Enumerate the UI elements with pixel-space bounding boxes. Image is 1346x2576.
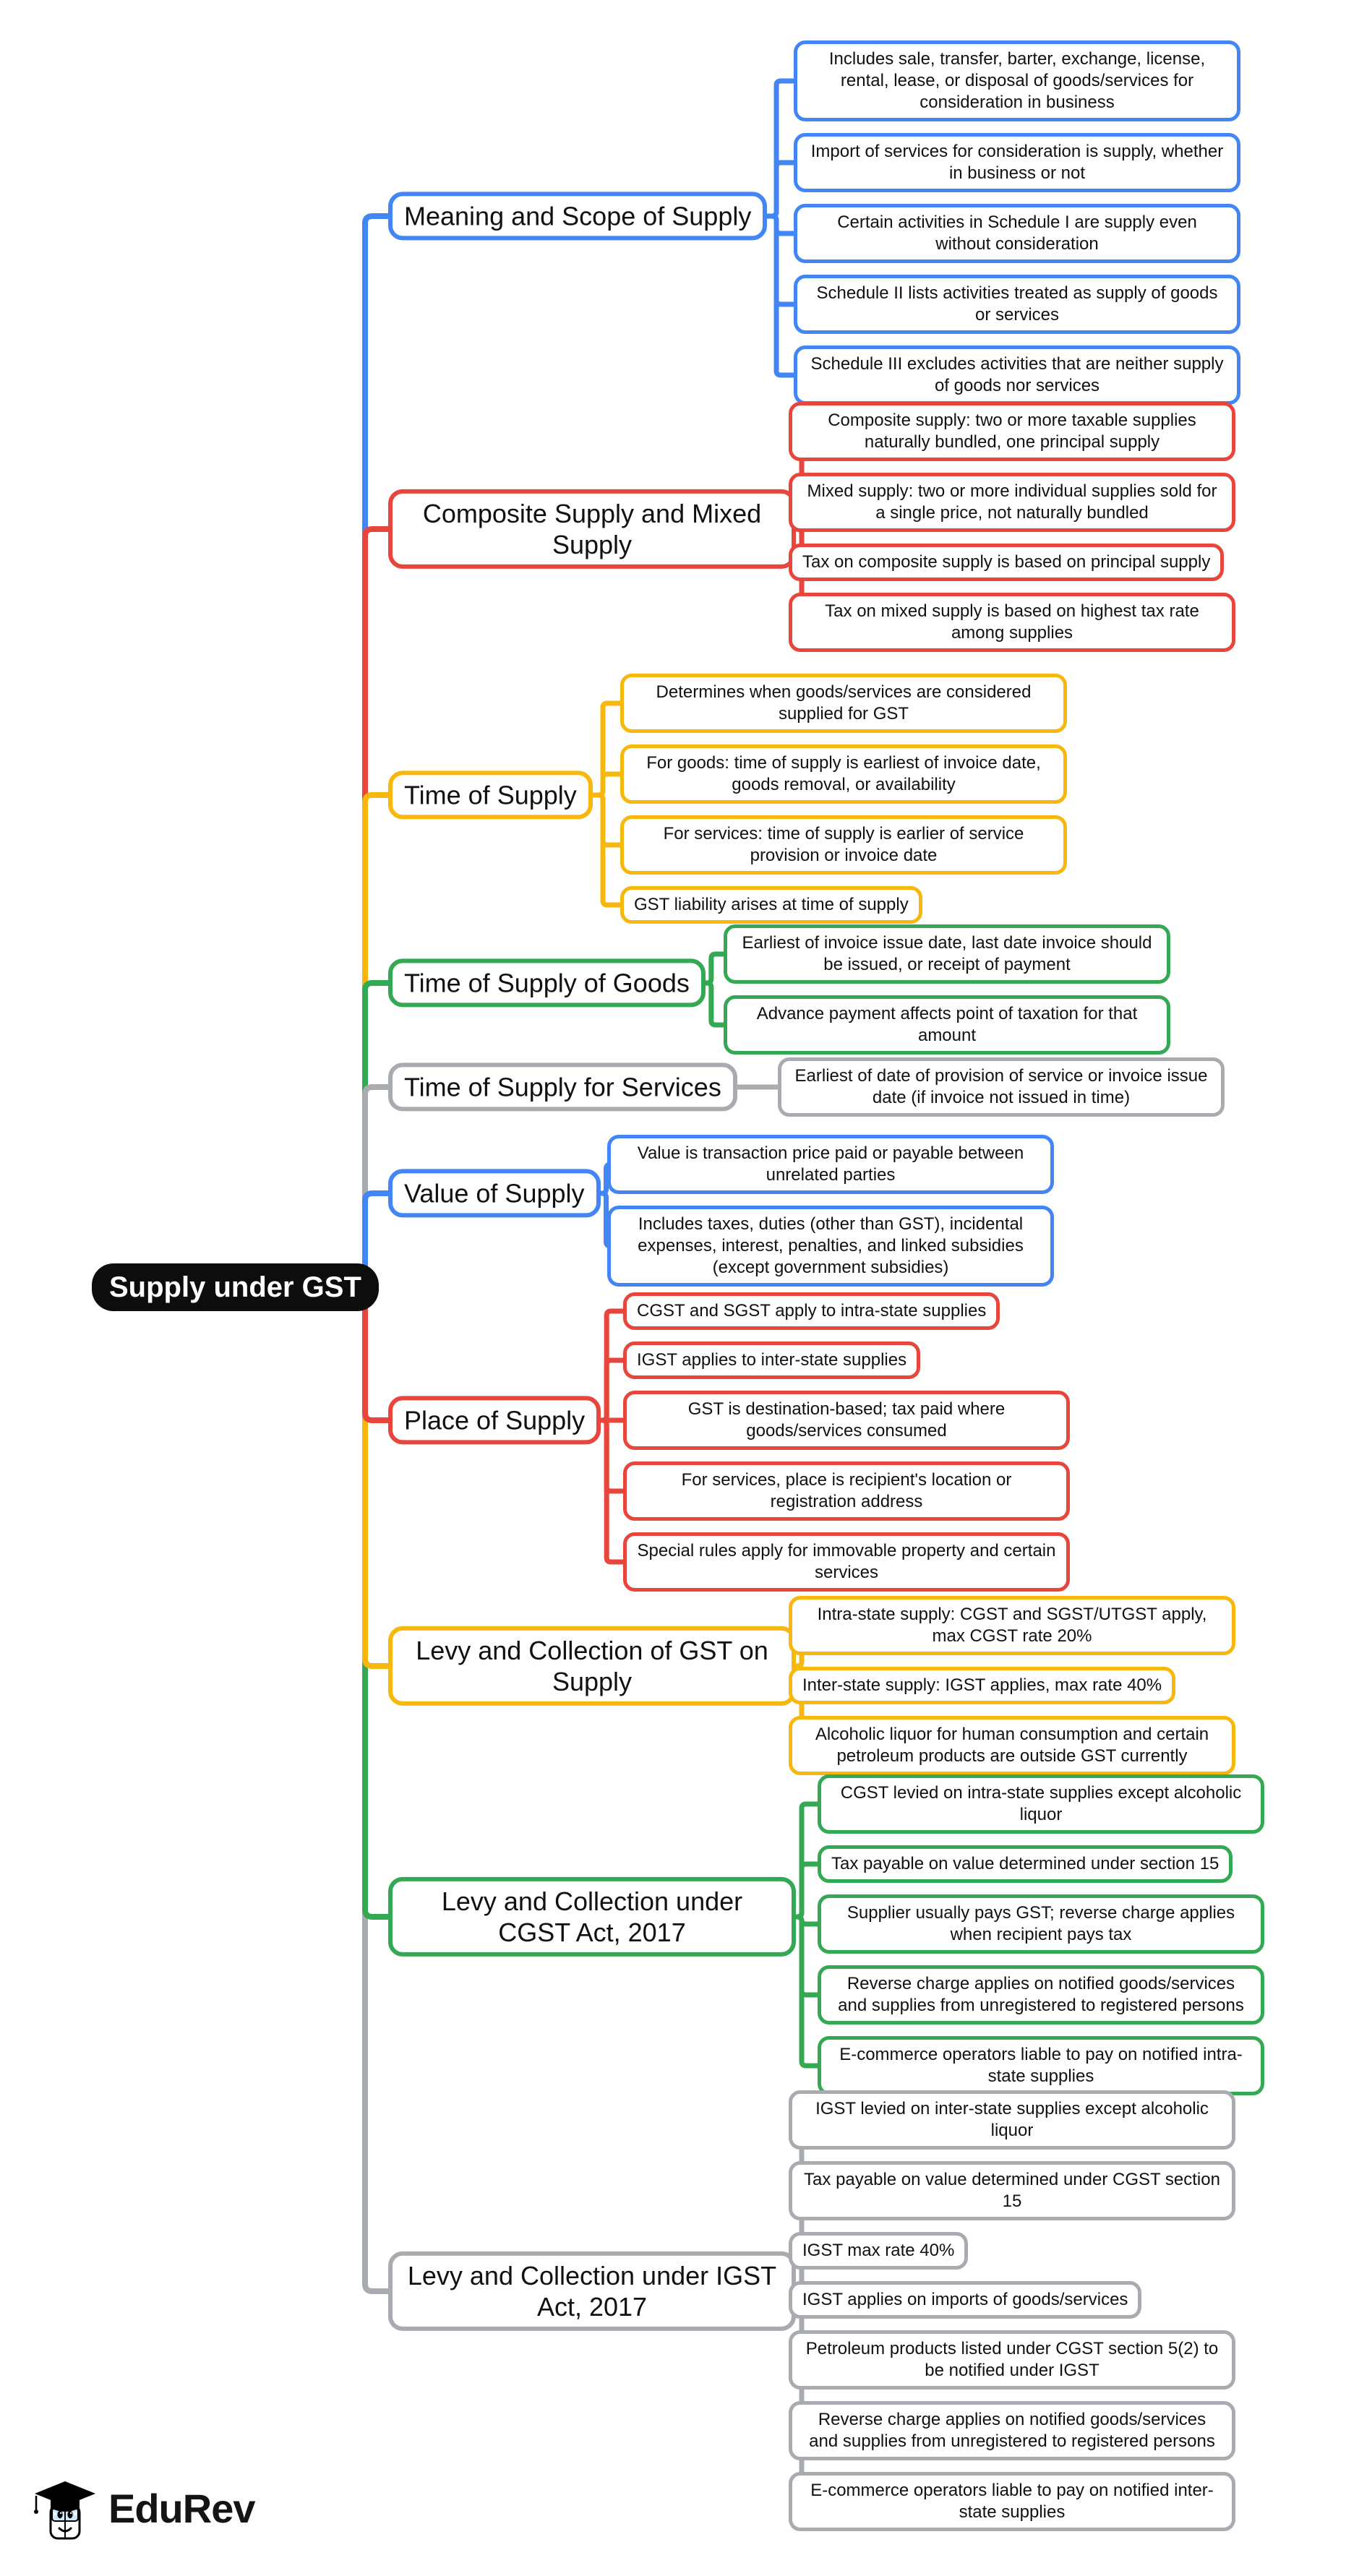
child-node: For goods: time of supply is earliest of invoice date, goods removal, or availability bbox=[620, 744, 1067, 804]
root-node-supply-under-gst: Supply under GST bbox=[92, 1263, 379, 1311]
child-node: E-commerce operators liable to pay on notified intra-state supplies bbox=[818, 2036, 1264, 2095]
child-node: Advance payment affects point of taxation for that amount bbox=[724, 995, 1170, 1055]
child-node: Schedule III excludes activities that are neither supply of goods nor services bbox=[794, 345, 1240, 405]
child-node: Earliest of date of provision of service or invoice issue date (if invoice not issued in time) bbox=[778, 1057, 1225, 1117]
child-node: Tax on composite supply is based on principal supply bbox=[789, 544, 1224, 581]
child-node: CGST levied on intra-state supplies except alcoholic liquor bbox=[818, 1774, 1264, 1834]
child-node: Mixed supply: two or more individual supplies sold for a single price, not naturally bundled bbox=[789, 473, 1235, 532]
child-node: E-commerce operators liable to pay on notified inter-state supplies bbox=[789, 2472, 1235, 2531]
topic-node-composite-supply-and-mixed-supply: Composite Supply and Mixed Supply bbox=[388, 489, 796, 569]
child-node: Tax payable on value determined under section 15 bbox=[818, 1845, 1233, 1883]
topic-node-time-of-supply-for-services: Time of Supply for Services bbox=[388, 1062, 737, 1111]
edurev-logo bbox=[29, 2472, 255, 2544]
topic-node-value-of-supply: Value of Supply bbox=[388, 1169, 601, 1217]
child-node: Special rules apply for immovable property and certain services bbox=[623, 1532, 1070, 1592]
child-node: CGST and SGST apply to intra-state supplies bbox=[623, 1292, 1000, 1330]
topic-node-levy-and-collection-of-gst-on-supply: Levy and Collection of GST on Supply bbox=[388, 1626, 796, 1706]
branch-children-time-of-supply-for-services bbox=[778, 1057, 1225, 1117]
child-node: GST is destination-based; tax paid where goods/services consumed bbox=[623, 1391, 1070, 1450]
child-node: Earliest of invoice issue date, last date invoice should be issued, or receipt of payment bbox=[724, 924, 1170, 984]
child-node: For services: time of supply is earlier of service provision or invoice date bbox=[620, 815, 1067, 875]
child-node: Schedule II lists activities treated as supply of goods or services bbox=[794, 275, 1240, 334]
topic-node-levy-and-collection-under-cgst-act-2017: Levy and Collection under CGST Act, 2017 bbox=[388, 1877, 796, 1957]
edurev-logo-text: EduRev bbox=[108, 2485, 255, 2531]
branch-children-value-of-supply bbox=[607, 1135, 1054, 1287]
child-node: For services, place is recipient's location or registration address bbox=[623, 1461, 1070, 1521]
child-node: Tax payable on value determined under CGST section 15 bbox=[789, 2161, 1235, 2220]
child-node: Tax on mixed supply is based on highest tax rate among supplies bbox=[789, 593, 1235, 652]
child-node: GST liability arises at time of supply bbox=[620, 886, 922, 924]
topic-node-place-of-supply: Place of Supply bbox=[388, 1396, 601, 1444]
child-node: Supplier usually pays GST; reverse charge applies when recipient pays tax bbox=[818, 1894, 1264, 1954]
child-node: IGST applies on imports of goods/services bbox=[789, 2281, 1141, 2319]
child-node: Determines when goods/services are considered supplied for GST bbox=[620, 674, 1067, 733]
child-node: Petroleum products listed under CGST section 5(2) to be notified under IGST bbox=[789, 2330, 1235, 2390]
child-node: Alcoholic liquor for human consumption and certain petroleum products are outside GST currently bbox=[789, 1716, 1235, 1775]
edurev-logo-icon bbox=[29, 2472, 101, 2544]
topic-node-time-of-supply: Time of Supply bbox=[388, 770, 593, 819]
branch-children-levy-and-collection-of-gst-on-supply bbox=[789, 1596, 1235, 1775]
branch-children-place-of-supply bbox=[623, 1292, 1070, 1592]
branch-children-time-of-supply bbox=[620, 674, 1067, 924]
child-node: Includes taxes, duties (other than GST), incidental expenses, interest, penalties, and linked subsidies (except government subsidies) bbox=[607, 1206, 1054, 1287]
child-node: Includes sale, transfer, barter, exchange, license, rental, lease, or disposal of goods/services for consideration in business bbox=[794, 40, 1240, 121]
child-node: Value is transaction price paid or payable between unrelated parties bbox=[607, 1135, 1054, 1194]
child-node: Import of services for consideration is supply, whether in business or not bbox=[794, 133, 1240, 192]
child-node: IGST levied on inter-state supplies except alcoholic liquor bbox=[789, 2090, 1235, 2150]
child-node: Intra-state supply: CGST and SGST/UTGST apply, max CGST rate 20% bbox=[789, 1596, 1235, 1655]
branch-children-levy-and-collection-under-cgst-act-2017 bbox=[818, 1774, 1264, 2095]
child-node: Composite supply: two or more taxable supplies naturally bundled, one principal supply bbox=[789, 402, 1235, 461]
topic-node-time-of-supply-of-goods: Time of Supply of Goods bbox=[388, 958, 706, 1007]
child-node: Certain activities in Schedule I are supply even without consideration bbox=[794, 204, 1240, 263]
child-node: IGST applies to inter-state supplies bbox=[623, 1341, 920, 1379]
branch-children-time-of-supply-of-goods bbox=[724, 924, 1170, 1055]
topic-node-levy-and-collection-under-igst-act-2017: Levy and Collection under IGST Act, 2017 bbox=[388, 2251, 796, 2331]
branch-children-composite-supply-and-mixed-supply bbox=[789, 402, 1235, 652]
branch-children-levy-and-collection-under-igst-act-2017 bbox=[789, 2090, 1235, 2531]
branch-children-meaning-and-scope-of-supply bbox=[794, 40, 1240, 405]
child-node: Inter-state supply: IGST applies, max rate 40% bbox=[789, 1667, 1175, 1704]
child-node: Reverse charge applies on notified goods/services and supplies from unregistered to registered persons bbox=[818, 1965, 1264, 2025]
child-node: IGST max rate 40% bbox=[789, 2232, 968, 2270]
child-node: Reverse charge applies on notified goods/services and supplies from unregistered to registered persons bbox=[789, 2401, 1235, 2460]
topic-node-meaning-and-scope-of-supply: Meaning and Scope of Supply bbox=[388, 192, 767, 240]
